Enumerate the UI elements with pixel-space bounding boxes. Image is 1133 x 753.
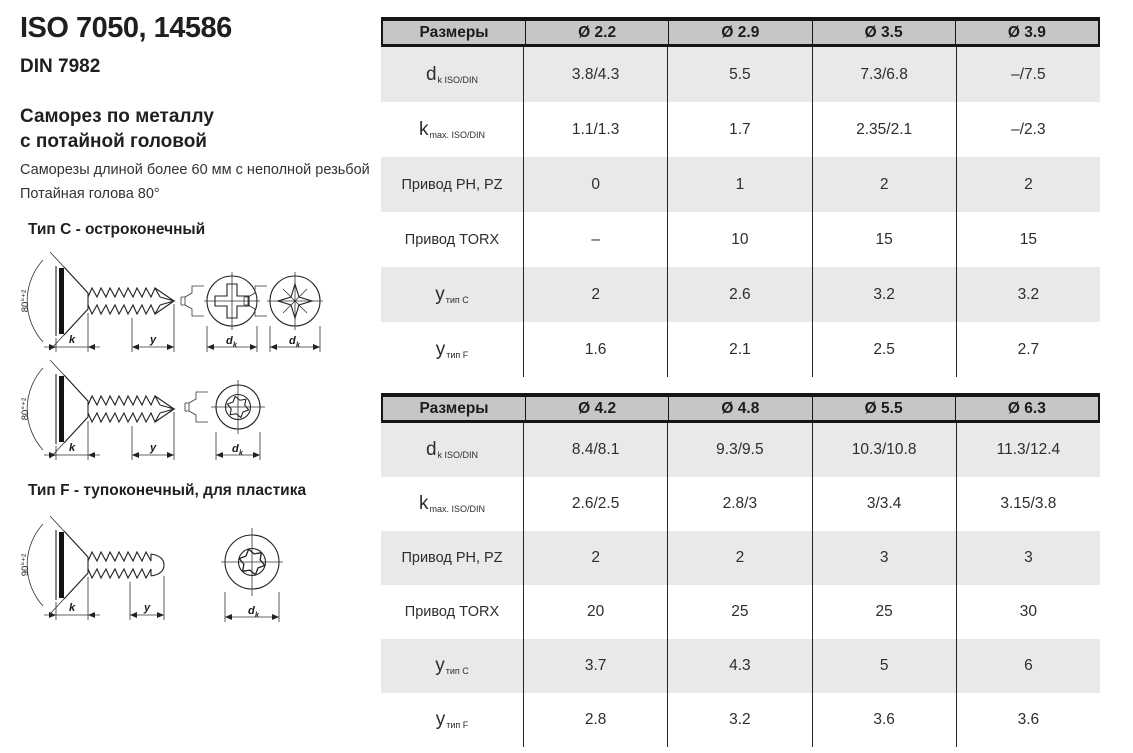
cell-value: 2.5 <box>812 322 956 377</box>
product-notes <box>20 158 370 206</box>
torx-head-icon <box>185 380 265 460</box>
cell-value: 2 <box>956 157 1100 212</box>
dim-label-y: y <box>143 602 151 614</box>
head-angle-label: 80°⁺² <box>20 289 31 313</box>
cell-value: 8.4/8.1 <box>523 423 667 477</box>
cell-value: 3.7 <box>523 639 667 693</box>
dim-label-dk: d <box>226 335 233 347</box>
cell-value: 3.6 <box>812 693 956 747</box>
cell-value: 15 <box>956 212 1100 267</box>
cell-value: 3.6 <box>956 693 1100 747</box>
dim-label-dk: d <box>289 335 296 347</box>
sizes-table-large <box>381 393 1100 747</box>
cell-value: –/2.3 <box>956 102 1100 157</box>
cell-value: 3/3.4 <box>812 477 956 531</box>
cell-value: 15 <box>812 212 956 267</box>
cell-value: 2 <box>812 157 956 212</box>
cell-value: 2.8 <box>523 693 667 747</box>
head-chamfer-shading <box>59 532 64 598</box>
page-title: ISO 7050, 14586 <box>20 12 232 44</box>
type-c-drawing-ph-pz <box>12 246 332 358</box>
row-label: y тип F <box>435 709 469 730</box>
cell-value: 1 <box>667 157 811 212</box>
cell-value: 1.1/1.3 <box>523 102 667 157</box>
cell-value: 1.6 <box>523 322 667 377</box>
pozidriv-head-icon <box>244 272 323 352</box>
cell-value: 3.15/3.8 <box>956 477 1100 531</box>
table-header-row <box>381 17 1100 47</box>
dim-label-dk: d <box>232 443 239 455</box>
cell-value: –/7.5 <box>956 47 1100 102</box>
cell-value: 2 <box>667 531 811 585</box>
dim-label-dk: d <box>248 605 255 617</box>
header-cell-diameter: Ø 3.5 <box>812 21 955 44</box>
cell-value: 30 <box>956 585 1100 639</box>
cell-value: 2.1 <box>667 322 811 377</box>
table-row-y-type-c <box>381 267 1100 322</box>
dim-label-dk-sub: k <box>296 342 300 349</box>
cell-value: 7.3/6.8 <box>812 47 956 102</box>
table-row-dk <box>381 47 1100 102</box>
header-cell-sizes: Размеры <box>419 399 489 417</box>
table-header-row <box>381 393 1100 423</box>
header-cell-diameter: Ø 6.3 <box>955 397 1098 420</box>
cell-value: 20 <box>523 585 667 639</box>
product-heading <box>20 104 214 154</box>
cell-value: 3.2 <box>812 267 956 322</box>
cell-value: 2.6/2.5 <box>523 477 667 531</box>
dim-label-k: k <box>68 334 76 346</box>
row-label: Привод PH, PZ <box>401 550 503 566</box>
table-row-dk <box>381 423 1100 477</box>
row-label: y тип F <box>435 338 469 360</box>
cell-value: 6 <box>956 639 1100 693</box>
type-c-drawing-torx <box>12 354 332 466</box>
type-f-heading: Тип F - тупоконечный, для пластика <box>28 482 307 499</box>
row-label: d k ISO/DIN <box>425 63 479 85</box>
dim-label-dk-sub: k <box>255 612 259 619</box>
header-cell-diameter: Ø 3.9 <box>955 21 1098 44</box>
phillips-head-icon <box>181 272 260 352</box>
row-label: k max. ISO/DIN <box>418 118 485 140</box>
sizes-table-small <box>381 17 1100 377</box>
cell-value: 9.3/9.5 <box>667 423 811 477</box>
product-heading-line2: с потайной головой <box>20 131 207 152</box>
head-chamfer-shading <box>59 376 64 442</box>
table-row-drive-torx <box>381 212 1100 267</box>
countersunk-screw-side-view <box>20 360 174 460</box>
row-label: Привод TORX <box>404 604 500 620</box>
header-cell-diameter: Ø 5.5 <box>812 397 955 420</box>
cell-value: 3 <box>812 531 956 585</box>
row-label: Привод TORX <box>404 231 500 248</box>
table-row-y-type-f <box>381 693 1100 747</box>
cell-value: 2.6 <box>667 267 811 322</box>
torx-head-icon <box>221 528 283 622</box>
table-row-kmax <box>381 477 1100 531</box>
dim-label-dk-sub: k <box>233 342 237 349</box>
cell-value: 2 <box>523 531 667 585</box>
note-thread-length: Саморезы длиной более 60 мм с неполной резьбой <box>20 162 370 178</box>
page-subtitle-din: DIN 7982 <box>20 56 101 77</box>
type-c-heading: Тип C - остроконечный <box>28 221 206 238</box>
table-row-drive-ph-pz <box>381 531 1100 585</box>
head-angle-label: 90°⁺² <box>20 553 31 577</box>
cell-value: 2.35/2.1 <box>812 102 956 157</box>
table-row-kmax <box>381 102 1100 157</box>
cell-value: 4.3 <box>667 639 811 693</box>
dim-label-k: k <box>68 602 76 614</box>
table-row-drive-torx <box>381 585 1100 639</box>
type-f-drawing <box>12 510 332 628</box>
row-label: k max. ISO/DIN <box>418 493 485 514</box>
cell-value: 11.3/12.4 <box>956 423 1100 477</box>
cell-value: 1.7 <box>667 102 811 157</box>
cell-value: 10.3/10.8 <box>812 423 956 477</box>
blunt-screw-side-view <box>20 516 164 620</box>
header-cell-sizes: Размеры <box>419 23 489 41</box>
row-label: y тип C <box>435 283 469 305</box>
head-angle-label: 80°⁺² <box>20 397 31 421</box>
head-chamfer-shading <box>59 268 64 334</box>
cell-value: 5 <box>812 639 956 693</box>
row-label: Привод PH, PZ <box>401 176 503 193</box>
cell-value: 3 <box>956 531 1100 585</box>
cell-value: 25 <box>812 585 956 639</box>
note-head-angle: Потайная голова 80° <box>20 186 160 202</box>
table-row-y-type-f <box>381 322 1100 377</box>
header-cell-diameter: Ø 2.2 <box>525 21 668 44</box>
cell-value: 10 <box>667 212 811 267</box>
cell-value: 3.2 <box>956 267 1100 322</box>
header-cell-diameter: Ø 4.8 <box>668 397 811 420</box>
cell-value: 0 <box>523 157 667 212</box>
product-heading-line1: Саморез по металлу <box>20 106 214 127</box>
dim-label-y: y <box>149 334 157 346</box>
cell-value: 2.7 <box>956 322 1100 377</box>
header-cell-diameter: Ø 4.2 <box>525 397 668 420</box>
cell-value: 5.5 <box>667 47 811 102</box>
row-label: d k ISO/DIN <box>425 439 479 460</box>
table-row-drive-ph-pz <box>381 157 1100 212</box>
cell-value: 3.8/4.3 <box>523 47 667 102</box>
countersunk-screw-side-view <box>20 252 174 352</box>
table-row-y-type-c <box>381 639 1100 693</box>
cell-value: 25 <box>667 585 811 639</box>
cell-value: 3.2 <box>667 693 811 747</box>
dim-label-dk-sub: k <box>239 450 243 457</box>
cell-value: 2 <box>523 267 667 322</box>
row-label: y тип C <box>435 655 469 676</box>
header-cell-diameter: Ø 2.9 <box>668 21 811 44</box>
cell-value: – <box>523 212 667 267</box>
dim-label-y: y <box>149 442 157 454</box>
cell-value: 2.8/3 <box>667 477 811 531</box>
dim-label-k: k <box>68 442 76 454</box>
